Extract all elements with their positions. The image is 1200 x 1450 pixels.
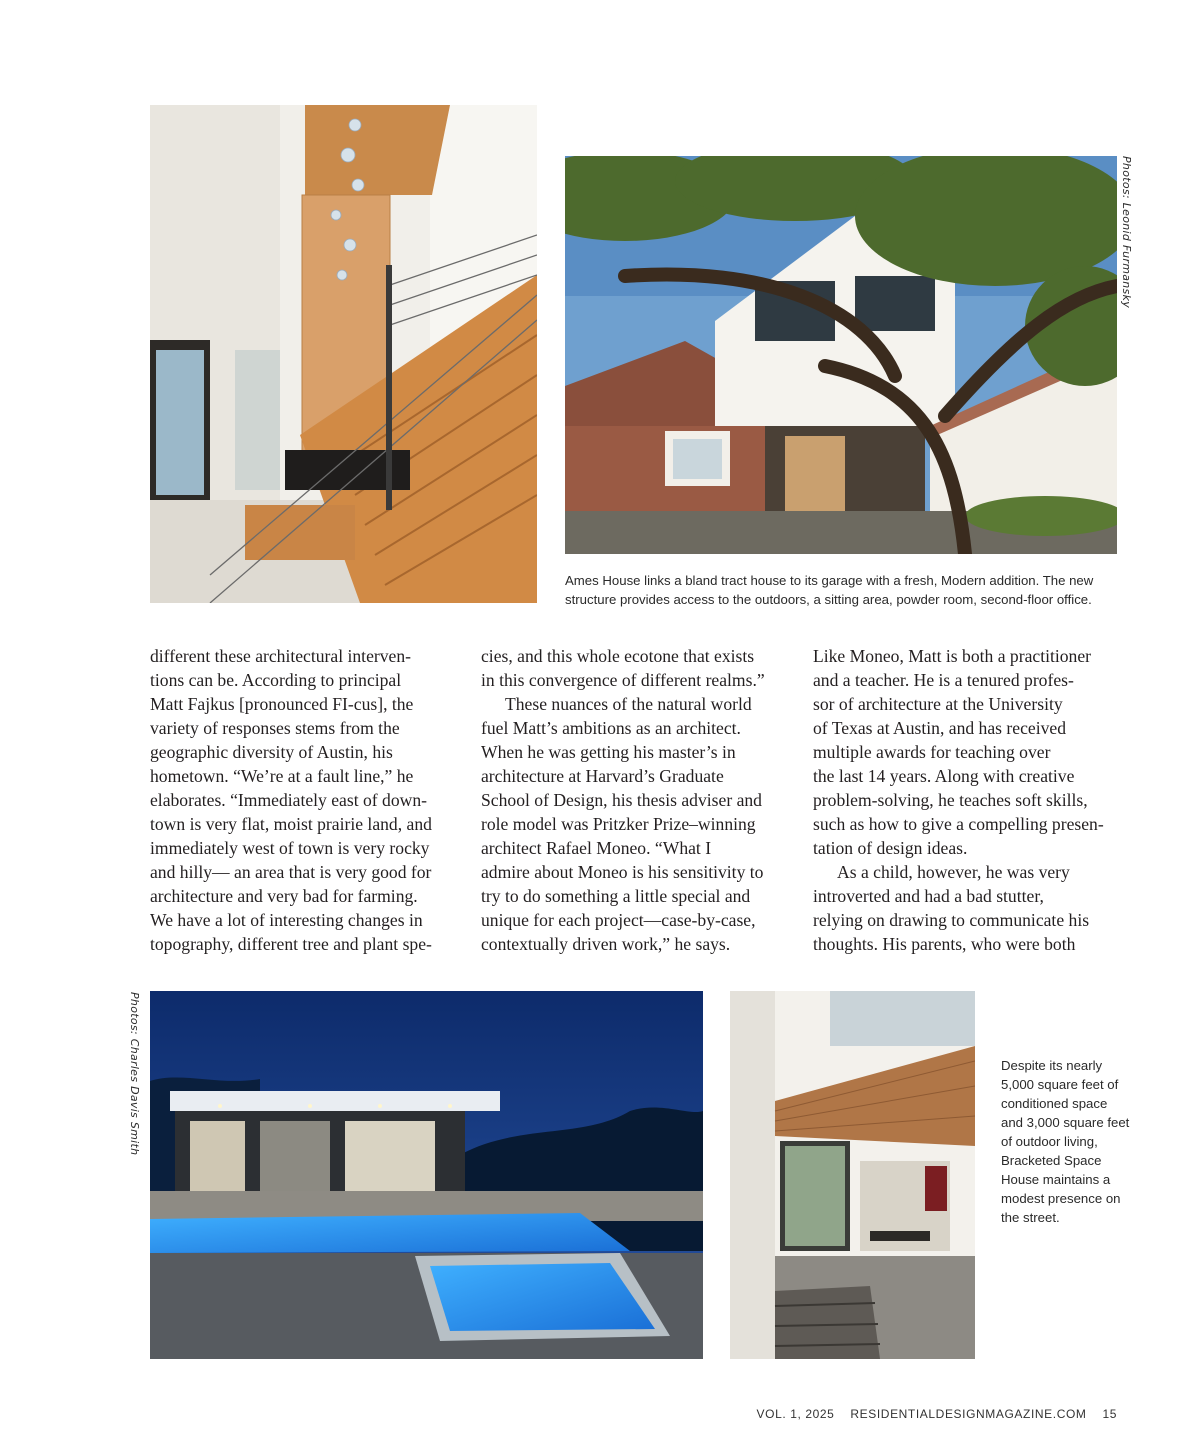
text-line: the last 14 years. Along with creative (813, 766, 1075, 786)
text-line: Matt Fajkus [pronounced FI-cus], the (150, 694, 414, 714)
staircase-photo (150, 105, 537, 603)
ames-house-photo (565, 156, 1117, 554)
text-line: different these architectural interven- (150, 646, 412, 666)
text-line: problem-solving, he teaches soft skills, (813, 790, 1088, 810)
text-line: immediately west of town is very rocky (150, 838, 430, 858)
ames-house-illustration (565, 156, 1117, 554)
text-line: tions can be. According to principal (150, 670, 402, 690)
text-line: relying on drawing to communicate his (813, 910, 1090, 930)
text-line: architecture and very bad for farming. (150, 886, 418, 906)
pool-photo (150, 991, 703, 1359)
photo-credit-bottom: Photos: Charles Davis Smith (128, 992, 141, 1156)
text-line: architect Rafael Moneo. “What I (481, 838, 712, 858)
ames-house-caption: Ames House links a bland tract house to its garage with a fresh, Modern addition. The new structure provides access to the outdoors, a sitting area, powder room, second-floor office. (565, 573, 1094, 607)
text-line: These nuances of the natural world (505, 694, 752, 714)
bracketed-interior-illustration (730, 991, 975, 1359)
text-column-2 (481, 644, 791, 956)
text-line: architecture at Harvard’s Graduate (481, 766, 724, 786)
text-line: thoughts. His parents, who were both (813, 934, 1076, 954)
text-line: cies, and this whole ecotone that exists (481, 646, 755, 666)
pool-illustration (150, 991, 703, 1359)
text-line: Like Moneo, Matt is both a practitioner (813, 646, 1092, 666)
text-line: and hilly— an area that is very good for (150, 862, 432, 882)
page-number: 15 (1102, 1407, 1117, 1421)
text-line: try to do something a little special and (481, 886, 751, 906)
text-line: contextually driven work,” he says. (481, 934, 731, 954)
text-line: As a child, however, he was very (837, 862, 1070, 882)
text-line: School of Design, his thesis adviser and (481, 790, 762, 810)
text-line: fuel Matt’s ambitions as an architect. (481, 718, 741, 738)
text-line: tation of design ideas. (813, 838, 968, 858)
text-line: topography, different tree and plant spe- (150, 934, 432, 954)
text-column-3 (813, 644, 1123, 956)
text-line: hometown. “We’re at a fault line,” he (150, 766, 414, 786)
text-line: geographic diversity of Austin, his (150, 742, 393, 762)
text-line: variety of responses stems from the (150, 718, 400, 738)
footer-volume: VOL. 1, 2025 (756, 1407, 835, 1421)
page-footer (745, 1407, 1117, 1421)
text-line: elaborates. “Immediately east of down- (150, 790, 427, 810)
text-line: town is very flat, moist prairie land, and (150, 814, 432, 834)
text-line: in this convergence of different realms.” (481, 670, 765, 690)
text-line: role model was Pritzker Prize–winning (481, 814, 756, 834)
bracketed-interior-photo (730, 991, 975, 1359)
text-line: introverted and had a bad stutter, (813, 886, 1044, 906)
text-line: We have a lot of interesting changes in (150, 910, 423, 930)
text-line: admire about Moneo is his sensitivity to (481, 862, 764, 882)
photo-credit-top: Photos: Leonid Furmansky (1120, 156, 1133, 309)
bracketed-space-caption: Despite its nearly 5,000 square feet of conditioned space and 3,000 square feet of outdoor living, Bracketed Space House maintains a modest presence on the street. (1001, 1058, 1130, 1225)
text-line: When he was getting his master’s in (481, 742, 736, 762)
text-column-1 (150, 644, 460, 956)
footer-website: RESIDENTIALDESIGNMAGAZINE.COM (850, 1407, 1087, 1421)
text-line: sor of architecture at the University (813, 694, 1063, 714)
text-line: of Texas at Austin, and has received (813, 718, 1066, 738)
staircase-illustration (150, 105, 537, 603)
text-line: such as how to give a compelling presen- (813, 814, 1104, 834)
text-line: multiple awards for teaching over (813, 742, 1051, 762)
text-line: and a teacher. He is a tenured profes- (813, 670, 1074, 690)
text-line: unique for each project—case-by-case, (481, 910, 756, 930)
